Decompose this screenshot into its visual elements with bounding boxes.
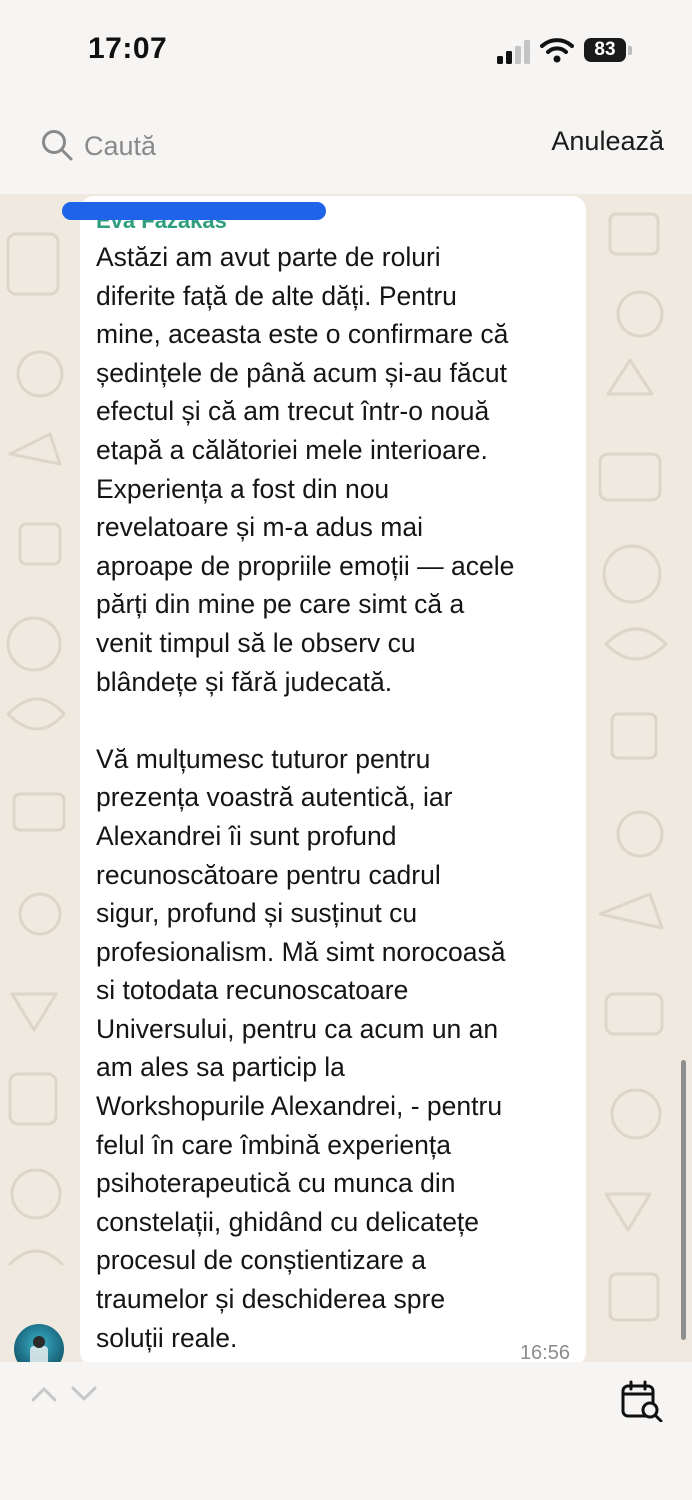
battery-tip bbox=[628, 46, 632, 55]
chevron-down-icon[interactable] bbox=[70, 1384, 98, 1404]
signal-icon bbox=[497, 40, 533, 64]
message-bubble[interactable] bbox=[80, 196, 586, 1362]
chevron-up-icon[interactable] bbox=[30, 1384, 58, 1404]
bottom-bar bbox=[0, 1362, 692, 1500]
status-bar bbox=[0, 0, 692, 100]
battery-level: 83 bbox=[584, 38, 626, 62]
search-input[interactable] bbox=[84, 128, 504, 164]
search-bar bbox=[0, 110, 692, 182]
scrollbar[interactable] bbox=[681, 1060, 686, 1340]
message-time: 16:56 bbox=[519, 1342, 570, 1362]
cancel-button[interactable]: Anulează bbox=[551, 126, 664, 156]
status-time: 17:07 bbox=[88, 32, 168, 65]
search-icon bbox=[40, 128, 74, 162]
redaction-mark bbox=[62, 202, 326, 220]
message-text: Astăzi am avut parte de roluri diferite față de alte dăți. Pentru mine, aceasta este o confirmare că ședințele de până acum și-au făcut efectul și că am trecut într-o nouă etapă a călătoriei mele interioare. Experiența a fost din nou revelatoare și m-a adus mai aproape de propriile emoții — acele părți din mine pe care simt că a venit timpul să le observ cu blândețe și fără judecată. Vă mulțumesc tuturor pentru prezența voastră autentică, iar Alexandrei îi sunt profund recunoscătoare pentru cadrul sigur, profund și susținut cu profesionalism. Mă simt norocoasă si totodata recunoscatoare Universului, pentru ca acum un an am ales sa particip la Workshopurile Alexandrei, - pentru felul în care îmbină experiența psihoterapeutică cu munca din constelații, ghidând cu delicatețe procesul de conștientizare a traumelor și deschiderea spre soluții reale. bbox=[96, 242, 515, 1353]
calendar-search-icon[interactable] bbox=[620, 1380, 664, 1422]
battery-icon bbox=[584, 38, 634, 64]
wifi-icon bbox=[540, 36, 574, 64]
chat-area[interactable] bbox=[0, 194, 692, 1362]
